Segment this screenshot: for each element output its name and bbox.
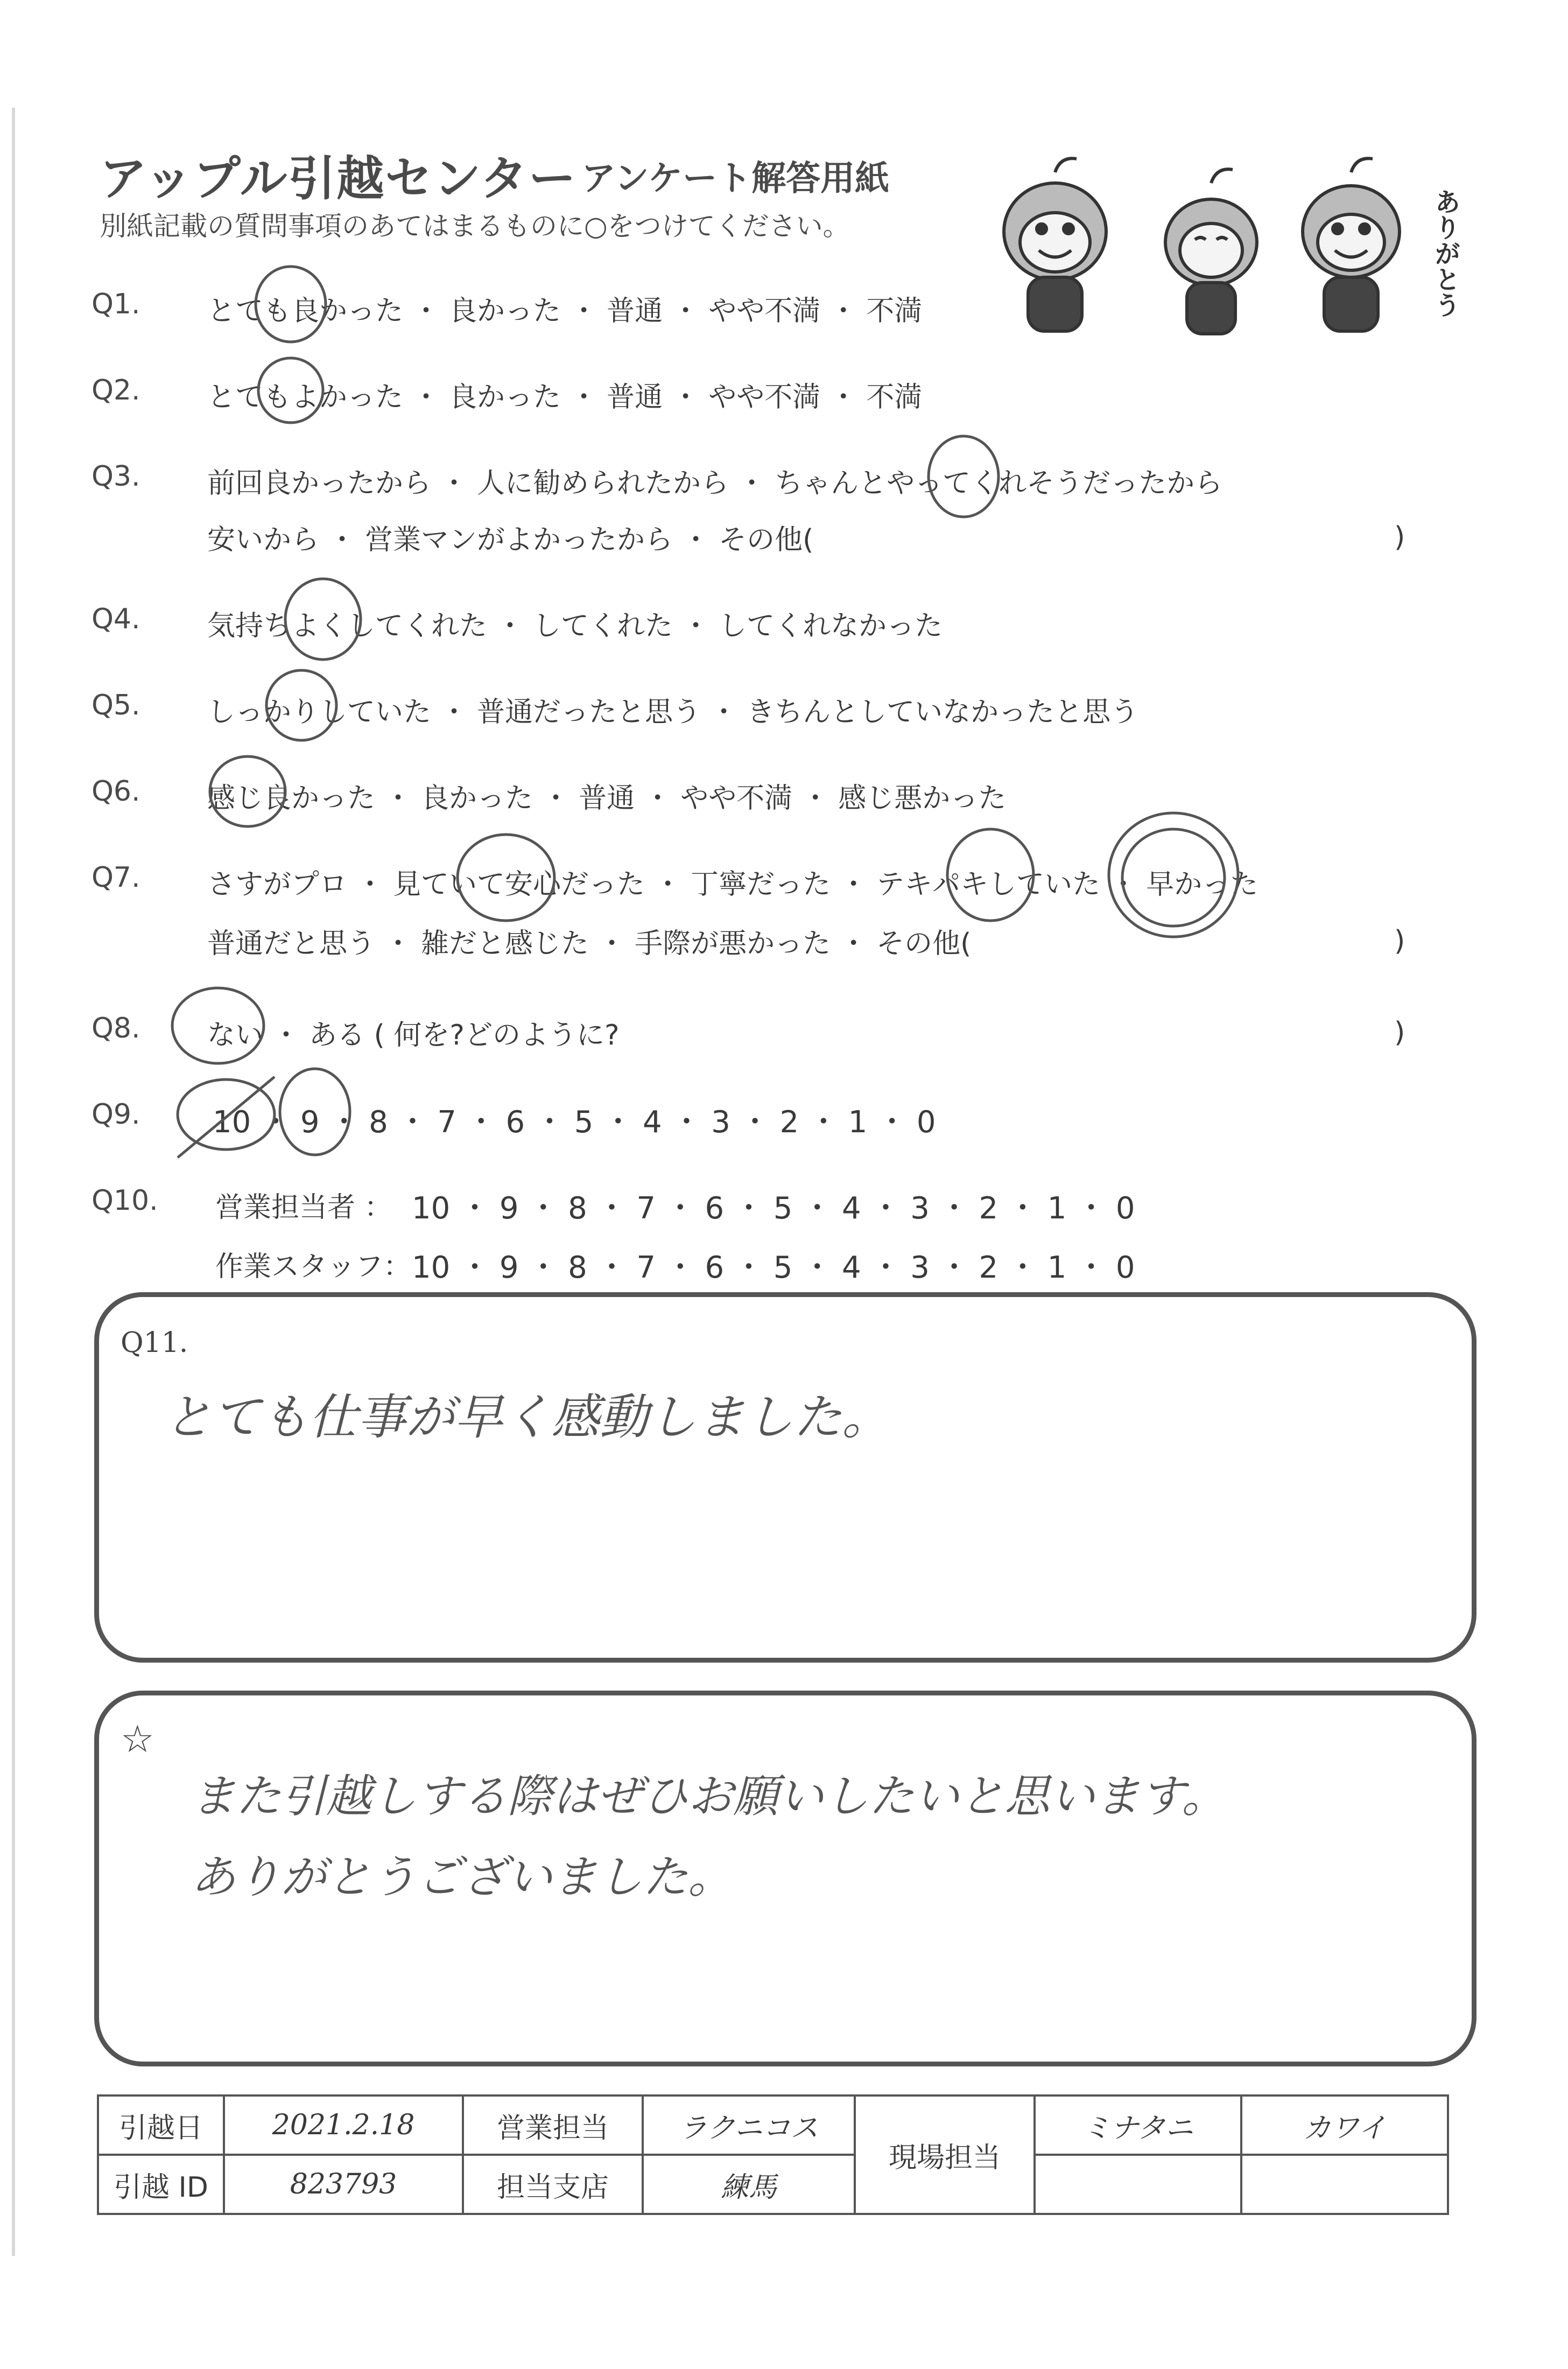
q6-number: Q6. <box>92 775 140 808</box>
q7-close-paren: ) <box>1394 925 1405 957</box>
q8-close-paren: ) <box>1394 1017 1405 1049</box>
q1-options[interactable]: とても良かった ・ 良かった ・ 普通 ・ やや不満 ・ 不満 <box>207 295 923 327</box>
q5-options[interactable]: しっかりしていた ・ 普通だったと思う ・ きちんとしていなかったと思う <box>207 696 1139 728</box>
branch-label: 担当支店 <box>463 2155 643 2214</box>
q7-circle-mark-tekipaki <box>947 829 1033 921</box>
q5-number: Q5. <box>92 689 140 721</box>
q11-answer-box[interactable] <box>94 1292 1476 1663</box>
star-icon: ☆ <box>121 1717 154 1761</box>
q4-circle-mark <box>285 579 361 660</box>
form-subtitle: アンケート解答用紙 <box>581 159 890 199</box>
mascot-caption: ありがとう <box>1430 188 1460 318</box>
q10-sales-scale[interactable]: 10 ・ 9 ・ 8 ・ 7 ・ 6 ・ 5 ・ 4 ・ 3 ・ 2 ・ 1 ・ 0 <box>412 1191 1135 1226</box>
q6-options[interactable]: 感じ良かった ・ 良かった ・ 普通 ・ やや不満 ・ 感じ悪かった <box>207 782 1007 815</box>
q7-number: Q7. <box>92 861 140 894</box>
q8-number: Q8. <box>92 1012 140 1045</box>
q6-circle-mark <box>210 756 285 826</box>
q9-circle-mark-9 <box>280 1069 350 1155</box>
q11-handwritten-answer: とても仕事が早く感動しました。 <box>164 1389 890 1446</box>
q10-number: Q10. <box>92 1184 158 1217</box>
move-date-value[interactable]: 2021.2.18 <box>224 2095 463 2155</box>
q9-number: Q9. <box>92 1098 140 1131</box>
site-staff-4[interactable] <box>1241 2155 1448 2214</box>
comment-line-1: また引越しする際はぜひお願いしたいと思います。 <box>191 1770 1227 1823</box>
move-id-value[interactable]: 823793 <box>224 2155 463 2214</box>
q9-scale[interactable]: 10 ・ 9 ・ 8 ・ 7 ・ 6 ・ 5 ・ 4 ・ 3 ・ 2 ・ 1 ・ 0 <box>213 1105 936 1140</box>
comment-line-2: ありがとうございました。 <box>191 1851 734 1903</box>
comment-box[interactable] <box>94 1691 1476 2066</box>
move-info-table <box>97 2094 1449 2215</box>
q10-sales-label: 営業担当者 ： <box>215 1191 392 1224</box>
q3-options-line2[interactable]: 安いから ・ 営業マンがよかったから ・ その他( <box>207 524 814 556</box>
q7-options-line1[interactable]: さすがプロ ・ 見ていて安心だった ・ 丁寧だった ・ テキパキしていた ・ 早かった <box>207 868 1258 901</box>
q2-options[interactable]: とてもよかった ・ 良かった ・ 普通 ・ やや不満 ・ 不満 <box>207 381 923 413</box>
q10-staff-label: 作業スタッフ： <box>215 1251 412 1283</box>
site-staff-2[interactable]: カワイ <box>1241 2095 1448 2155</box>
instructions: 別紙記載の質問事項のあてはまるものに○をつけてください。 <box>100 211 850 242</box>
q1-number: Q1. <box>92 288 140 320</box>
q3-close-paren: ) <box>1394 521 1405 553</box>
q3-number: Q3. <box>92 460 140 493</box>
q2-number: Q2. <box>92 374 140 406</box>
q4-options[interactable]: 気持ちよくしてくれた ・ してくれた ・ してくれなかった <box>207 610 943 642</box>
sales-value[interactable]: ラクニコス <box>643 2095 855 2155</box>
q7-options-line2[interactable]: 普通だと思う ・ 雑だと感じた ・ 手際が悪かった ・ その他( <box>207 928 972 960</box>
q4-number: Q4. <box>92 603 140 635</box>
q1-circle-mark <box>256 267 326 342</box>
q3-circle-mark <box>929 436 999 517</box>
branch-value[interactable]: 練馬 <box>643 2155 855 2214</box>
q10-staff-scale[interactable]: 10 ・ 9 ・ 8 ・ 7 ・ 6 ・ 5 ・ 4 ・ 3 ・ 2 ・ 1 ・ 0 <box>412 1250 1135 1285</box>
q11-label: Q11. <box>121 1327 188 1359</box>
sales-label: 営業担当 <box>463 2095 643 2155</box>
q7-circle-mark-anshin <box>458 835 554 921</box>
site-staff-3[interactable] <box>1035 2155 1241 2214</box>
q7-circle-mark-hayakatta <box>1109 813 1238 937</box>
q8-options[interactable]: ない ・ ある ( 何を?どのように? <box>207 1019 620 1052</box>
site-staff-1[interactable]: ミナタニ <box>1035 2095 1241 2155</box>
form-title: アップル引越センター <box>100 151 577 206</box>
q7-circle-mark-hayakatta-inner <box>1122 829 1225 926</box>
move-id-label: 引越 ID <box>98 2155 224 2214</box>
q8-circle-mark <box>172 988 264 1063</box>
move-date-label: 引越日 <box>98 2095 224 2155</box>
q3-options-line1[interactable]: 前回良かったから ・ 人に勧められたから ・ ちゃんとやってくれそうだったから <box>207 467 1223 500</box>
site-staff-label: 現場担当 <box>855 2095 1035 2214</box>
q2-circle-mark <box>258 358 323 423</box>
q5-circle-mark <box>266 670 336 740</box>
